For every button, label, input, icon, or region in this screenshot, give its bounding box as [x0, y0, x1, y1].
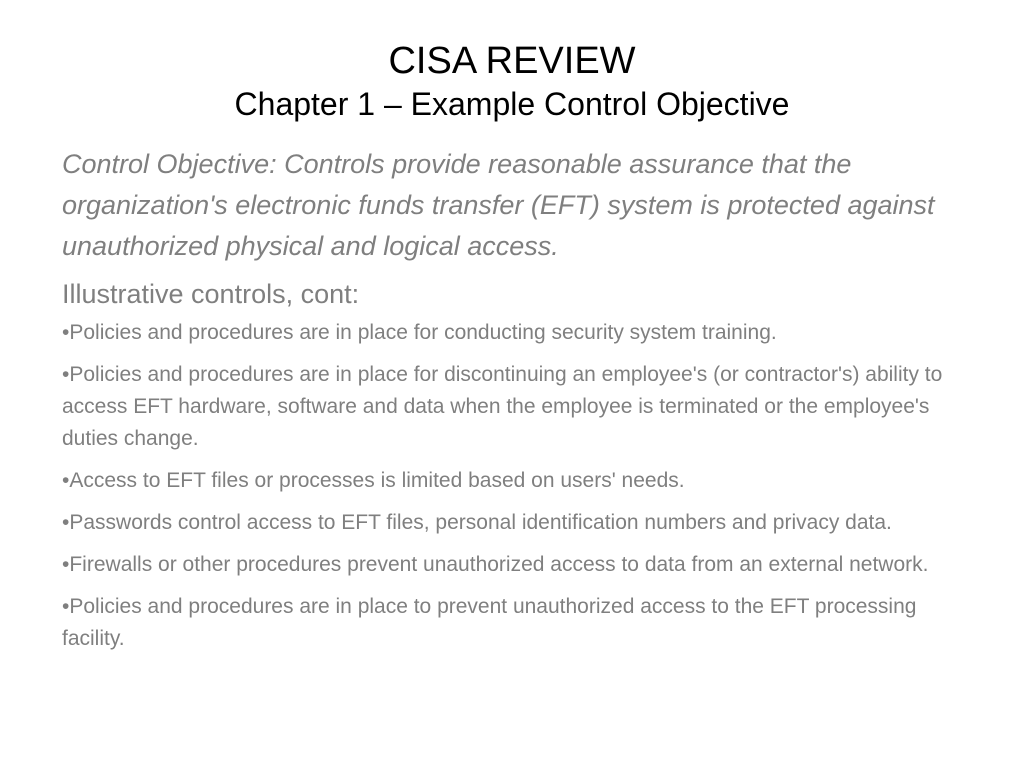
list-item-text: Firewalls or other procedures prevent unauthorized access to data from an external network.	[69, 553, 929, 576]
list-item	[62, 359, 982, 455]
list-item-text: Policies and procedures are in place for conducting security system training.	[69, 321, 777, 344]
list-item-text: Policies and procedures are in place for discontinuing an employee's (or contractor's) ability to access EFT hardware, software and data when the employee is terminated or the employee's duties change.	[62, 363, 943, 450]
slide-subtitle: Chapter 1 – Example Control Objective	[234, 86, 790, 122]
controls-list	[62, 317, 982, 655]
title-block	[0, 38, 1024, 124]
list-item	[62, 591, 982, 655]
illustrative-controls-heading: Illustrative controls, cont:	[62, 279, 360, 309]
bullet-icon: •	[62, 595, 70, 618]
list-item	[62, 507, 982, 539]
slide-title: CISA REVIEW	[388, 40, 636, 82]
bullet-icon: •	[62, 363, 70, 386]
list-item-text: Access to EFT files or processes is limited based on users' needs.	[69, 469, 685, 492]
slide-body	[62, 144, 982, 665]
list-item	[62, 549, 982, 581]
list-item	[62, 317, 982, 349]
bullet-icon: •	[62, 321, 70, 344]
list-item-text: Policies and procedures are in place to prevent unauthorized access to the EFT processing facility.	[62, 595, 917, 650]
bullet-icon: •	[62, 511, 70, 534]
bullet-icon: •	[62, 553, 70, 576]
control-objective: Control Objective: Controls provide reasonable assurance that the organization's electronic funds transfer (EFT) system is protected against unauthorized physical and logical access.	[62, 149, 935, 261]
list-item	[62, 465, 982, 497]
list-item-text: Passwords control access to EFT files, personal identification numbers and privacy data.	[69, 511, 892, 534]
bullet-icon: •	[62, 469, 70, 492]
